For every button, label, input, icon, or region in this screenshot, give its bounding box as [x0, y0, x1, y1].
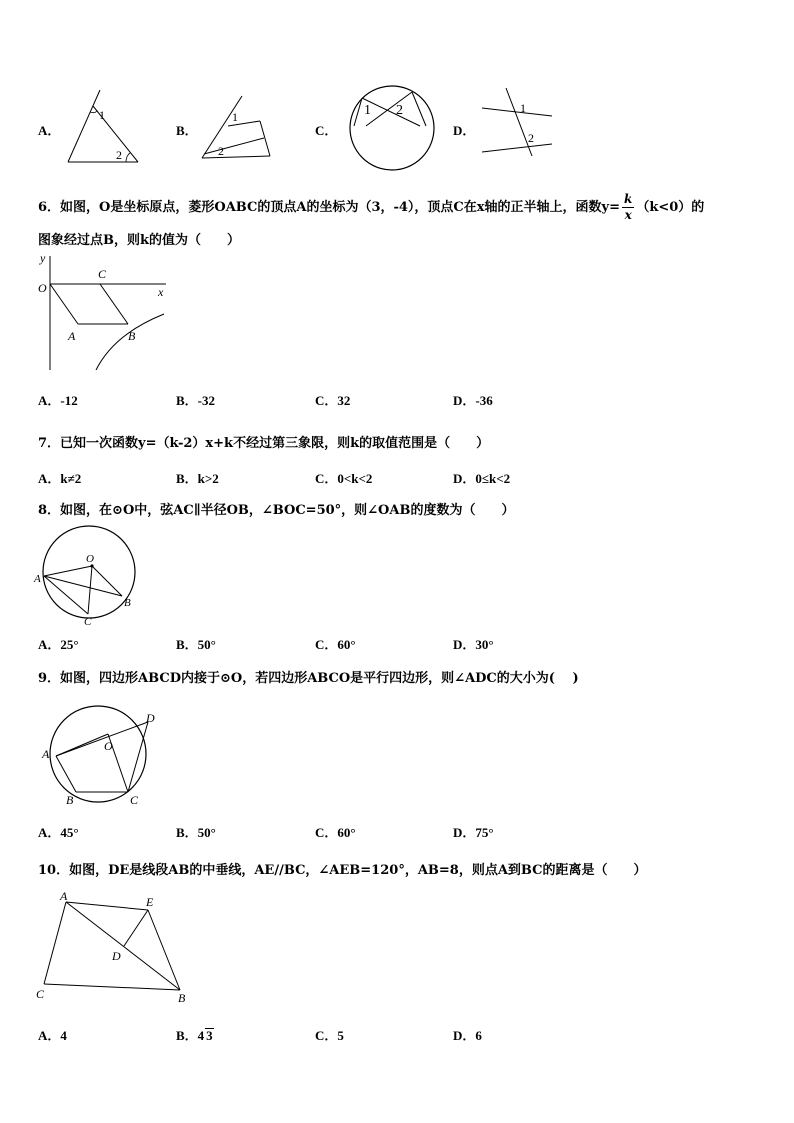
svg-text:O: O — [86, 553, 94, 565]
q6-figure — [36, 252, 176, 374]
q9-figure — [38, 704, 168, 808]
q6-option-a: A．-12 — [38, 393, 78, 408]
svg-text:1: 1 — [364, 103, 371, 118]
q10-option-a: A．4 — [38, 1028, 67, 1043]
svg-text:C: C — [98, 267, 107, 281]
svg-text:2: 2 — [396, 103, 403, 118]
svg-text:C: C — [84, 616, 92, 628]
q6-fraction: $\frac{k}{x}$ — [623, 192, 633, 222]
svg-text:2: 2 — [218, 144, 224, 158]
q9-option-a: A．45° — [38, 825, 79, 840]
svg-text:1: 1 — [232, 110, 238, 124]
svg-text:D: D — [112, 949, 121, 963]
svg-text:x: x — [158, 285, 164, 299]
svg-text:1: 1 — [99, 108, 105, 122]
q7-option-a: A．k≠2 — [38, 471, 82, 486]
q5-option-d: D． — [453, 123, 476, 138]
q9-stem: 9．如图，四边形ABCD内接于⊙O，若四边形ABCO是平行四边形，则∠ADC的大小为( ) — [38, 671, 579, 686]
q10-option-d: D．6 — [453, 1028, 482, 1043]
q6-option-d: D．-36 — [453, 393, 493, 408]
q10-option-c: C．5 — [315, 1028, 344, 1043]
svg-text:B: B — [178, 991, 186, 1005]
q5-figure-b — [198, 92, 278, 162]
q9-option-c: C．60° — [315, 825, 356, 840]
svg-text:A: A — [68, 329, 76, 343]
q5-option-b: B． — [176, 123, 198, 138]
q8-option-a: A．25° — [38, 637, 79, 652]
q5-option-c: C． — [315, 123, 338, 138]
svg-text:B: B — [124, 597, 131, 609]
svg-text:2: 2 — [116, 148, 122, 162]
svg-text:C: C — [36, 987, 45, 1001]
q8-figure — [34, 524, 144, 628]
svg-text:1: 1 — [520, 101, 526, 115]
svg-text:O: O — [38, 281, 47, 295]
q6-option-c: C．32 — [315, 393, 351, 408]
q9-option-b: B．50° — [176, 825, 216, 840]
q5-figure-d — [478, 86, 558, 158]
q7-option-b: B．k>2 — [176, 471, 219, 486]
q10-figure — [36, 890, 196, 1008]
q7-stem: 7．已知一次函数y=（k-2）x+k不经过第三象限，则k的取值范围是（ ） — [38, 436, 490, 451]
svg-text:A: A — [34, 573, 41, 585]
svg-text:O: O — [104, 739, 113, 753]
q6-option-b: B．-32 — [176, 393, 216, 408]
q8-option-c: C．60° — [315, 637, 356, 652]
svg-text:A: A — [42, 747, 50, 761]
svg-text:B: B — [128, 329, 136, 343]
svg-text:2: 2 — [528, 131, 534, 145]
svg-text:B: B — [66, 793, 74, 807]
q8-option-b: B．50° — [176, 637, 216, 652]
q10-stem: 10．如图，DE是线段AB的中垂线，AE//BC，∠AEB=120°，AB=8，则点A到BC的距离是（ ） — [38, 863, 647, 878]
q8-stem: 8．如图，在⊙O中，弦AC∥半径OB，∠BOC=50°，则∠OAB的度数为（ ） — [38, 503, 515, 518]
q5-figure-a — [60, 86, 145, 166]
q7-option-d: D．0≤k<2 — [453, 471, 511, 486]
q5-figure-c — [340, 82, 440, 174]
q10-option-b: B．4 3 — [176, 1028, 213, 1043]
q8-option-d: D．30° — [453, 637, 494, 652]
svg-text:D: D — [146, 711, 155, 725]
q9-option-d: D．75° — [453, 825, 494, 840]
q7-option-c: C．0<k<2 — [315, 471, 373, 486]
svg-text:y: y — [40, 251, 46, 265]
q5-option-a: A． — [38, 123, 61, 138]
svg-text:E: E — [146, 895, 154, 909]
svg-text:C: C — [130, 793, 139, 807]
q6-stem-line1: 6．如图，O是坐标原点，菱形OABC的顶点A的坐标为（3，-4），顶点C在x轴的正半轴上，函数y= $\frac{k}{x}$ （k<0）的 — [38, 192, 705, 222]
svg-text:A: A — [60, 889, 68, 903]
q6-stem-line2: 图象经过点B，则k的值为（ ） — [38, 233, 240, 248]
